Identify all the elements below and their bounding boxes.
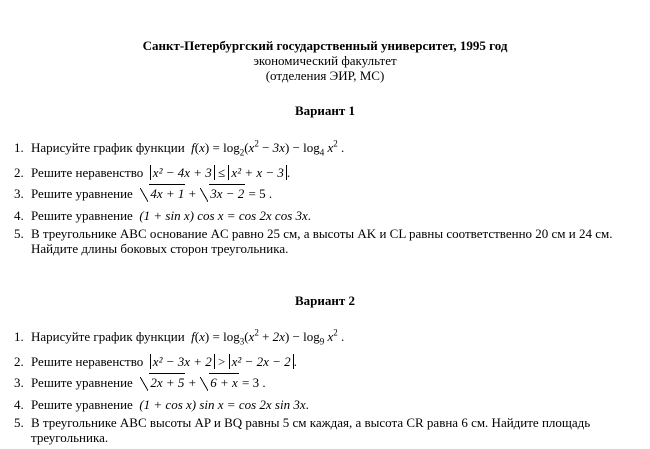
problem-item: [14, 415, 642, 445]
problem-number: 3.: [14, 375, 24, 390]
problem-item: 2. Решите неравенство x² − 4x + 3 ≤ x² + x − 3 .: [14, 165, 291, 180]
problem-text: В треугольнике ABC высоты AP и BQ равны 5 см каждая, а высота CR равна 6 см. Найдите площадь треугольника.: [31, 415, 591, 445]
variant-2-problem-list: [14, 329, 642, 445]
math-expression: $f(x) = \log_3(x^2 + 2x) - \log_9 x^2$ .: [191, 327, 345, 347]
problem-number: 4.: [14, 397, 24, 412]
problem-number: 3.: [14, 186, 24, 201]
problem-number: 5.: [14, 226, 24, 241]
problem-item: [14, 226, 642, 256]
problem-number: 4.: [14, 208, 24, 223]
faculty-line: экономический факультет: [253, 53, 397, 68]
problem-number: 1.: [14, 329, 24, 344]
variant-2-title: Вариант 2: [294, 293, 356, 308]
problem-number: 1.: [14, 140, 24, 155]
problem-item: 1. Нарисуйте график функции $f(x) = \log_3(x^2 + 2x) - \log_9 x^2$ .: [14, 327, 345, 347]
math-expression: (1 + sin x) cos x = cos 2x cos 3x: [139, 208, 308, 223]
math-expression: 4x + 1 + 3x − 2 = 5 .: [139, 186, 272, 201]
problem-number: 2.: [14, 165, 24, 180]
problem-text: В треугольнике ABC основание AC равно 25 см, а высоты AK и CL равны соответственно 20 см и 24 см. Найдите длины боковых сторон треугольника.: [31, 226, 613, 256]
math-expression: (1 + cos x) sin x = cos 2x sin 3x: [139, 397, 306, 412]
departments-line: (отделения ЭИР, МС): [265, 68, 385, 83]
math-expression: x² − 3x + 2 > x² − 2x − 2 .: [150, 354, 297, 369]
variant-1-problem-list: [14, 140, 642, 256]
variant-1-title: Вариант 1: [294, 103, 356, 118]
problem-number: 2.: [14, 354, 24, 369]
document-header: [0, 38, 650, 83]
problem-item: 2. Решите неравенство x² − 3x + 2 > x² − 2x − 2 .: [14, 354, 297, 369]
problem-item: 4. Решите уравнение (1 + sin x) cos x = cos 2x cos 3x.: [14, 208, 312, 223]
math-expression: $f(x) = \log_2(x^2 - 3x) - \log_4 x^2$ .: [191, 138, 345, 158]
problem-item: 1. Нарисуйте график функции $f(x) = \log_2(x^2 - 3x) - \log_4 x^2$ .: [14, 138, 345, 158]
math-expression: x² − 4x + 3 ≤ x² + x − 3 .: [150, 165, 290, 180]
problem-number: 5.: [14, 415, 24, 430]
problem-item: 3. Решите уравнение 2x + 5 + 6 + x = 3 .: [14, 375, 266, 390]
university-title: Санкт-Петербургский государственный университет, 1995 год: [142, 38, 508, 53]
problem-item: 3. Решите уравнение 4x + 1 + 3x − 2 = 5 .: [14, 186, 273, 201]
math-expression: 2x + 5 + 6 + x = 3 .: [139, 375, 265, 390]
problem-item: 4. Решите уравнение (1 + cos x) sin x = cos 2x sin 3x.: [14, 397, 309, 412]
